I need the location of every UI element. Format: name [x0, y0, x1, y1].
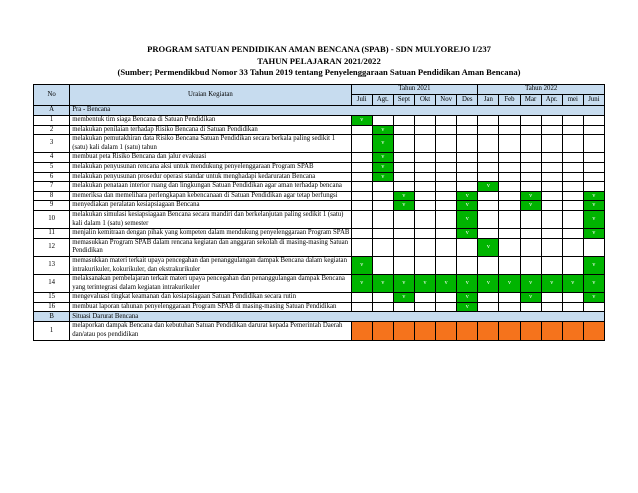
schedule-cell [372, 293, 393, 303]
table-row [34, 153, 605, 163]
table-row [34, 275, 605, 293]
schedule-mark: v [520, 191, 541, 201]
schedule-cell [414, 302, 435, 312]
schedule-cell [520, 172, 541, 182]
table-row [34, 162, 605, 172]
schedule-cell [414, 191, 435, 201]
schedule-cell [351, 191, 372, 201]
schedule-cell [351, 172, 372, 182]
header-year-2021: Tahun 2021 [351, 85, 478, 95]
schedule-mark: v [583, 229, 604, 239]
orange-cell [520, 322, 541, 340]
schedule-cell [414, 201, 435, 211]
schedule-cell [499, 201, 520, 211]
schedule-cell [499, 293, 520, 303]
schedule-cell [372, 191, 393, 201]
header-month: Sept [393, 95, 414, 106]
table-row [34, 238, 605, 256]
schedule-cell [478, 125, 499, 135]
schedule-cell [457, 135, 478, 153]
schedule-cell [393, 116, 414, 126]
schedule-cell [414, 162, 435, 172]
schedule-cell [562, 229, 583, 239]
row-number: 15 [34, 293, 70, 303]
header-month: Mar [520, 95, 541, 106]
row-number: 14 [34, 275, 70, 293]
row-number: 13 [34, 256, 70, 274]
schedule-cell [372, 182, 393, 192]
schedule-cell [499, 191, 520, 201]
schedule-cell [520, 210, 541, 228]
schedule-cell [393, 135, 414, 153]
schedule-mark: v [351, 275, 372, 293]
schedule-cell [436, 116, 457, 126]
schedule-cell [393, 153, 414, 163]
schedule-cell [499, 182, 520, 192]
schedule-cell [393, 182, 414, 192]
schedule-cell [436, 182, 457, 192]
schedule-cell [499, 238, 520, 256]
schedule-cell [351, 238, 372, 256]
schedule-cell [541, 293, 562, 303]
schedule-mark: v [393, 201, 414, 211]
row-number: 16 [34, 302, 70, 312]
schedule-cell [541, 201, 562, 211]
schedule-cell [541, 182, 562, 192]
document-subtitle: TAHUN PELAJARAN 2021/2022 [257, 55, 381, 66]
row-activity: melakukan penilaian terhadap Risiko Bencana di Satuan Pendidikan [70, 125, 351, 135]
row-activity: memasukkan Program SPAB dalam rencana kegiatan dan anggaran sekolah di masing-masing Satuan Pendidikan [70, 238, 351, 256]
header-month: Juli [351, 95, 372, 106]
schedule-cell [372, 210, 393, 228]
schedule-cell [351, 201, 372, 211]
schedule-cell [499, 210, 520, 228]
header-month: Jan [478, 95, 499, 106]
orange-cell [562, 322, 583, 340]
schedule-mark: v [351, 116, 372, 126]
schedule-cell [562, 256, 583, 274]
schedule-cell [478, 172, 499, 182]
header-month: mei [562, 95, 583, 106]
schedule-cell [520, 238, 541, 256]
schedule-cell [393, 302, 414, 312]
schedule-cell [520, 153, 541, 163]
schedule-cell [414, 256, 435, 274]
row-number: 1 [34, 116, 70, 126]
schedule-mark: v [478, 182, 499, 192]
orange-cell [351, 322, 372, 340]
schedule-cell [583, 125, 604, 135]
row-activity: melaporkan dampak Bencana dan kebutuhan Satuan Pendidikan darurat kepada Pemerintah Daerah dan/atau pos pendidikan [70, 322, 351, 340]
schedule-cell [414, 172, 435, 182]
schedule-cell [351, 210, 372, 228]
schedule-cell [457, 238, 478, 256]
schedule-table [33, 84, 605, 341]
schedule-cell [583, 172, 604, 182]
row-number: 6 [34, 172, 70, 182]
schedule-cell [436, 135, 457, 153]
header-month: Des [457, 95, 478, 106]
row-activity: memasukkan materi terkait upaya pencegahan dan penanggulangan dampak Bencana dalam kegiatan intrakurikuler, kokurikuler, dan ekstrakurikuler [70, 256, 351, 274]
orange-cell [393, 322, 414, 340]
schedule-mark: v [520, 293, 541, 303]
schedule-cell [372, 201, 393, 211]
schedule-cell [457, 182, 478, 192]
schedule-mark: v [372, 125, 393, 135]
table-row [34, 210, 605, 228]
header-month: Apr. [541, 95, 562, 106]
row-activity: membentuk tim siaga Bencana di Satuan Pendidikan [70, 116, 351, 126]
orange-cell [372, 322, 393, 340]
table-row [34, 125, 605, 135]
orange-cell [541, 322, 562, 340]
schedule-cell [583, 116, 604, 126]
schedule-cell [351, 153, 372, 163]
orange-cell [583, 322, 604, 340]
schedule-cell [414, 238, 435, 256]
schedule-mark: v [457, 302, 478, 312]
header-year-2022: Tahun 2022 [478, 85, 605, 95]
schedule-mark: v [372, 135, 393, 153]
schedule-cell [436, 125, 457, 135]
orange-cell [457, 322, 478, 340]
schedule-mark: v [499, 275, 520, 293]
table-row [34, 256, 605, 274]
schedule-mark: v [351, 256, 372, 274]
schedule-cell [393, 172, 414, 182]
schedule-cell [414, 182, 435, 192]
schedule-cell [562, 182, 583, 192]
schedule-cell [562, 238, 583, 256]
row-number: 8 [34, 191, 70, 201]
row-activity: menjalin kemitraan dengan pihak yang kompeten dalam mendukung penyelenggaraan Program SPAB [70, 229, 351, 239]
schedule-cell [499, 116, 520, 126]
schedule-cell [436, 302, 457, 312]
header-month: Nov [436, 95, 457, 106]
schedule-cell [520, 256, 541, 274]
schedule-mark: v [457, 191, 478, 201]
row-number: 7 [34, 182, 70, 192]
schedule-cell [457, 116, 478, 126]
schedule-cell [478, 162, 499, 172]
row-activity: membuat laporan tahunan penyelenggaraan Program SPAB di masing-masing Satuan Pendidikan [70, 302, 351, 312]
row-number: 5 [34, 162, 70, 172]
schedule-mark: v [372, 275, 393, 293]
schedule-cell [414, 293, 435, 303]
row-activity: melakukan simulasi kesiapsiagaan Bencana secara mandiri dan berkelanjutan paling sedikit 1 (satu) kali dalam 1 (satu) semester [70, 210, 351, 228]
schedule-cell [351, 135, 372, 153]
schedule-cell [436, 256, 457, 274]
schedule-cell [541, 172, 562, 182]
table-row [34, 182, 605, 192]
schedule-cell [478, 135, 499, 153]
schedule-cell [351, 182, 372, 192]
schedule-cell [414, 116, 435, 126]
schedule-cell [562, 125, 583, 135]
schedule-cell [393, 229, 414, 239]
schedule-cell [499, 162, 520, 172]
schedule-cell [541, 191, 562, 201]
schedule-cell [436, 201, 457, 211]
schedule-cell [499, 172, 520, 182]
schedule-cell [562, 302, 583, 312]
schedule-cell [414, 135, 435, 153]
schedule-cell [393, 125, 414, 135]
row-number: 12 [34, 238, 70, 256]
schedule-mark: v [372, 153, 393, 163]
table-row [34, 201, 605, 211]
schedule-cell [478, 153, 499, 163]
schedule-cell [436, 191, 457, 201]
schedule-cell [436, 238, 457, 256]
document-source: (Sumber; Permendikbud Nomor 33 Tahun 2019 tentang Penyelenggaraan Satuan Pendidikan Aman Bencana) [117, 67, 521, 77]
schedule-cell [520, 302, 541, 312]
header-uraian: Uraian Kegiatan [70, 85, 351, 106]
schedule-cell [583, 135, 604, 153]
row-activity: melakukan penyusunan prosedur operasi standar untuk menghadapi kedaruratan Bencana [70, 172, 351, 182]
orange-cell [414, 322, 435, 340]
schedule-mark: v [520, 201, 541, 211]
schedule-cell [541, 302, 562, 312]
schedule-cell [541, 135, 562, 153]
schedule-cell [562, 201, 583, 211]
schedule-mark: v [583, 256, 604, 274]
schedule-cell [393, 238, 414, 256]
schedule-cell [499, 153, 520, 163]
table-row [34, 191, 605, 201]
schedule-cell [414, 153, 435, 163]
schedule-cell [436, 172, 457, 182]
header-month: Feb [499, 95, 520, 106]
table-row [34, 116, 605, 126]
schedule-cell [541, 238, 562, 256]
schedule-cell [499, 229, 520, 239]
table-row [34, 322, 605, 340]
section-title: Pra - Bencana [70, 106, 605, 116]
schedule-mark: v [393, 275, 414, 293]
schedule-cell [393, 162, 414, 172]
schedule-cell [457, 256, 478, 274]
schedule-mark: v [457, 293, 478, 303]
schedule-cell [436, 210, 457, 228]
section-row [34, 106, 605, 116]
header-month: Agt. [372, 95, 393, 106]
schedule-cell [478, 302, 499, 312]
schedule-cell [541, 125, 562, 135]
row-activity: melakukan penyusunan rencana aksi untuk mendukung penyelenggaraan Program SPAB [70, 162, 351, 172]
table-row [34, 293, 605, 303]
schedule-mark: v [478, 275, 499, 293]
schedule-mark: v [583, 191, 604, 201]
schedule-cell [478, 191, 499, 201]
schedule-cell [541, 116, 562, 126]
schedule-mark: v [583, 275, 604, 293]
schedule-cell [436, 162, 457, 172]
schedule-mark: v [393, 293, 414, 303]
schedule-cell [414, 125, 435, 135]
schedule-cell [478, 293, 499, 303]
schedule-cell [478, 256, 499, 274]
schedule-cell [520, 135, 541, 153]
schedule-mark: v [583, 293, 604, 303]
schedule-cell [520, 182, 541, 192]
row-number: 11 [34, 229, 70, 239]
section-code: A [34, 106, 70, 116]
schedule-cell [436, 153, 457, 163]
row-activity: membuat peta Risiko Bencana dan jalur evakuasi [70, 153, 351, 163]
schedule-cell [351, 302, 372, 312]
schedule-mark: v [457, 201, 478, 211]
schedule-cell [393, 256, 414, 274]
schedule-cell [562, 153, 583, 163]
schedule-mark: v [583, 210, 604, 228]
header-month: Juni [583, 95, 604, 106]
schedule-cell [562, 293, 583, 303]
schedule-mark: v [414, 275, 435, 293]
schedule-cell [520, 116, 541, 126]
schedule-mark: v [372, 162, 393, 172]
schedule-cell [541, 153, 562, 163]
schedule-cell [583, 162, 604, 172]
schedule-cell [372, 116, 393, 126]
orange-cell [499, 322, 520, 340]
row-activity: memeriksa dan memelihara perlengkapan kebencanaan di Satuan Pendidikan agar tetap berfungsi [70, 191, 351, 201]
schedule-cell [478, 201, 499, 211]
schedule-cell [372, 229, 393, 239]
row-activity: melakukan pemutakhiran data Risiko Bencana Satuan Pendidikan secara berkala paling sedikit 1 (satu) kali dalam 1 (satu) tahun [70, 135, 351, 153]
schedule-cell [541, 229, 562, 239]
schedule-cell [520, 125, 541, 135]
row-activity: menyediakan peralatan kesiapsiagaan Bencana [70, 201, 351, 211]
schedule-cell [393, 210, 414, 228]
schedule-cell [520, 162, 541, 172]
schedule-cell [562, 191, 583, 201]
row-number: 2 [34, 125, 70, 135]
schedule-cell [351, 162, 372, 172]
schedule-cell [478, 116, 499, 126]
schedule-cell [562, 172, 583, 182]
schedule-cell [520, 229, 541, 239]
schedule-cell [541, 256, 562, 274]
schedule-cell [541, 162, 562, 172]
schedule-cell [499, 256, 520, 274]
title-block [0, 44, 638, 79]
schedule-cell [351, 229, 372, 239]
orange-cell [436, 322, 457, 340]
row-number: 9 [34, 201, 70, 211]
schedule-mark: v [520, 275, 541, 293]
row-activity: melaksanakan pembelajaran terkait materi upaya pencegahan dan penanggulangan dampak Bencana yang terintegrasi dalam kegiatan intrakurikuler [70, 275, 351, 293]
schedule-mark: v [457, 229, 478, 239]
orange-cell [478, 322, 499, 340]
schedule-cell [499, 125, 520, 135]
row-number: 10 [34, 210, 70, 228]
row-activity: melakukan penataan interior ruang dan lingkungan Satuan Pendidikan agar aman terhadap bencana [70, 182, 351, 192]
schedule-cell [436, 293, 457, 303]
schedule-cell [499, 135, 520, 153]
table-row [34, 302, 605, 312]
schedule-cell [351, 125, 372, 135]
section-title: Situasi Darurat Bencana [70, 312, 605, 322]
schedule-mark: v [562, 275, 583, 293]
table-body [34, 106, 605, 341]
schedule-cell [583, 153, 604, 163]
row-number: 1 [34, 322, 70, 340]
table-row [34, 229, 605, 239]
schedule-cell [478, 210, 499, 228]
schedule-mark: v [478, 238, 499, 256]
section-row [34, 312, 605, 322]
row-activity: mengevaluasi tingkat keamanan dan kesiapsiagaan Satuan Pendidikan secara rutin [70, 293, 351, 303]
schedule-cell [583, 302, 604, 312]
row-number: 3 [34, 135, 70, 153]
schedule-cell [583, 182, 604, 192]
row-number: 4 [34, 153, 70, 163]
schedule-cell [457, 125, 478, 135]
section-code: B [34, 312, 70, 322]
table-row [34, 172, 605, 182]
schedule-cell [478, 229, 499, 239]
schedule-cell [583, 238, 604, 256]
schedule-mark: v [457, 210, 478, 228]
schedule-cell [414, 210, 435, 228]
header-month: Okt [414, 95, 435, 106]
schedule-cell [499, 302, 520, 312]
schedule-cell [351, 293, 372, 303]
schedule-mark: v [457, 275, 478, 293]
schedule-cell [372, 302, 393, 312]
schedule-mark: v [393, 191, 414, 201]
schedule-cell [457, 162, 478, 172]
schedule-cell [562, 135, 583, 153]
table-row [34, 135, 605, 153]
schedule-cell [562, 210, 583, 228]
schedule-cell [457, 172, 478, 182]
schedule-cell [372, 256, 393, 274]
schedule-cell [414, 229, 435, 239]
schedule-mark: v [583, 201, 604, 211]
schedule-cell [436, 229, 457, 239]
schedule-mark: v [541, 275, 562, 293]
schedule-cell [562, 162, 583, 172]
header-no: No [34, 85, 70, 106]
schedule-cell [457, 153, 478, 163]
schedule-cell [372, 238, 393, 256]
schedule-mark: v [436, 275, 457, 293]
schedule-mark: v [372, 172, 393, 182]
document-title: PROGRAM SATUAN PENDIDIKAN AMAN BENCANA (SPAB) - SDN MULYOREJO I/237 [147, 44, 491, 54]
schedule-cell [562, 116, 583, 126]
schedule-cell [541, 210, 562, 228]
